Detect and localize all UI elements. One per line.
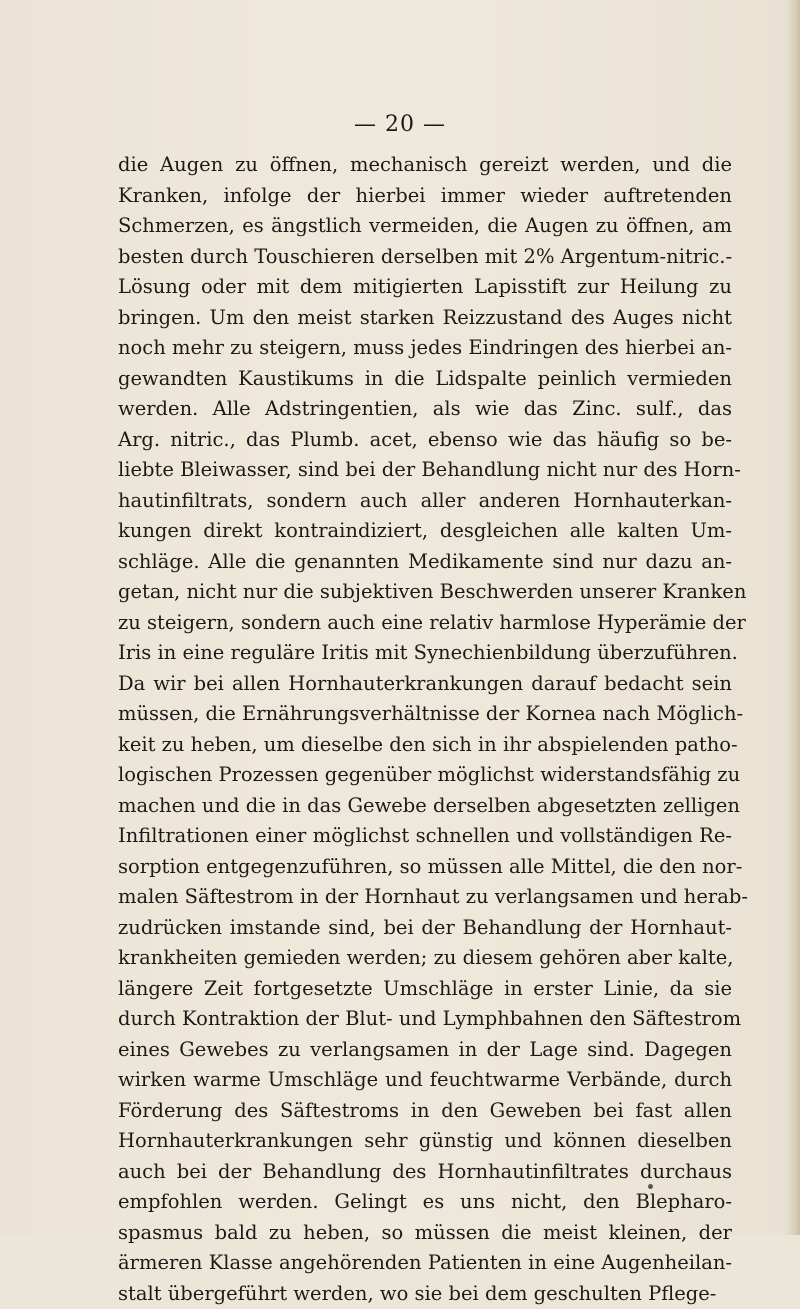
text-line: die Augen zu öffnen, mechanisch gereizt werden, und die xyxy=(118,150,732,181)
text-line: längere Zeit fortgesetzte Umschläge in erster Linie, da sie xyxy=(118,974,732,1005)
page-edge-shadow xyxy=(786,0,800,1235)
text-line: sorption entgegenzuführen, so müssen alle Mittel, die den nor- xyxy=(118,852,732,883)
text-line: liebte Bleiwasser, sind bei der Behandlung nicht nur des Horn- xyxy=(118,455,732,486)
text-line: empfohlen werden. Gelingt es uns nicht, den Blepharo- xyxy=(118,1187,732,1218)
text-line: Arg. nitric., das Plumb. acet, ebenso wie das häufig so be- xyxy=(118,425,732,456)
text-line: Kranken, infolge der hierbei immer wieder auftretenden xyxy=(118,181,732,212)
text-line: zudrücken imstande sind, bei der Behandlung der Hornhaut- xyxy=(118,913,732,944)
text-line: noch mehr zu steigern, muss jedes Eindringen des hierbei an- xyxy=(118,333,732,364)
text-line: werden. Alle Adstringentien, als wie das Zinc. sulf., das xyxy=(118,394,732,425)
text-line: Iris in eine reguläre Iritis mit Synechienbildung überzuführen. xyxy=(118,638,732,669)
text-line: gewandten Kaustikums in die Lidspalte peinlich vermieden xyxy=(118,364,732,395)
text-line: wirken warme Umschläge und feuchtwarme Verbände, durch xyxy=(118,1065,732,1096)
text-line: machen und die in das Gewebe derselben abgesetzten zelligen xyxy=(118,791,732,822)
text-line: zu steigern, sondern auch eine relativ harmlose Hyperämie der xyxy=(118,608,732,639)
text-line: eines Gewebes zu verlangsamen in der Lage sind. Dagegen xyxy=(118,1035,732,1066)
text-line: krankheiten gemieden werden; zu diesem gehören aber kalte, xyxy=(118,943,732,974)
ink-speck xyxy=(648,1184,653,1189)
text-line: kungen direkt kontraindiziert, desgleichen alle kalten Um- xyxy=(118,516,732,547)
text-line: durch Kontraktion der Blut- und Lymphbahnen den Säftestrom xyxy=(118,1004,732,1035)
body-text xyxy=(118,150,732,1309)
text-line: Schmerzen, es ängstlich vermeiden, die Augen zu öffnen, am xyxy=(118,211,732,242)
text-line: Da wir bei allen Hornhauterkrankungen darauf bedacht sein xyxy=(118,669,732,700)
text-line: hautinfiltrats, sondern auch aller anderen Hornhauterkan- xyxy=(118,486,732,517)
text-line: logischen Prozessen gegenüber möglichst widerstandsfähig zu xyxy=(118,760,732,791)
text-line: Förderung des Säftestroms in den Geweben bei fast allen xyxy=(118,1096,732,1127)
text-line: bringen. Um den meist starken Reizzustand des Auges nicht xyxy=(118,303,732,334)
text-line: auch bei der Behandlung des Hornhautinfiltrates durchaus xyxy=(118,1157,732,1188)
text-line: malen Säftestrom in der Hornhaut zu verlangsamen und herab- xyxy=(118,882,732,913)
text-line: müssen, die Ernährungsverhältnisse der Kornea nach Möglich- xyxy=(118,699,732,730)
text-line: Hornhauterkrankungen sehr günstig und können dieselben xyxy=(118,1126,732,1157)
text-line: schläge. Alle die genannten Medikamente sind nur dazu an- xyxy=(118,547,732,578)
text-line: Infiltrationen einer möglichst schnellen und vollständigen Re- xyxy=(118,821,732,852)
text-line: ärmeren Klasse angehörenden Patienten in eine Augenheilan- xyxy=(118,1248,732,1279)
text-line: besten durch Touschieren derselben mit 2% Argentum-nitric.- xyxy=(118,242,732,273)
text-line: keit zu heben, um dieselbe den sich in ihr abspielenden patho- xyxy=(118,730,732,761)
text-line: Lösung oder mit dem mitigierten Lapisstift zur Heilung zu xyxy=(118,272,732,303)
text-line: spasmus bald zu heben, so müssen die meist kleinen, der xyxy=(118,1218,732,1249)
text-line: getan, nicht nur die subjektiven Beschwerden unserer Kranken xyxy=(118,577,732,608)
page-number: — 20 — xyxy=(0,112,800,137)
text-line: stalt übergeführt werden, wo sie bei dem geschulten Pflege- xyxy=(118,1279,732,1309)
